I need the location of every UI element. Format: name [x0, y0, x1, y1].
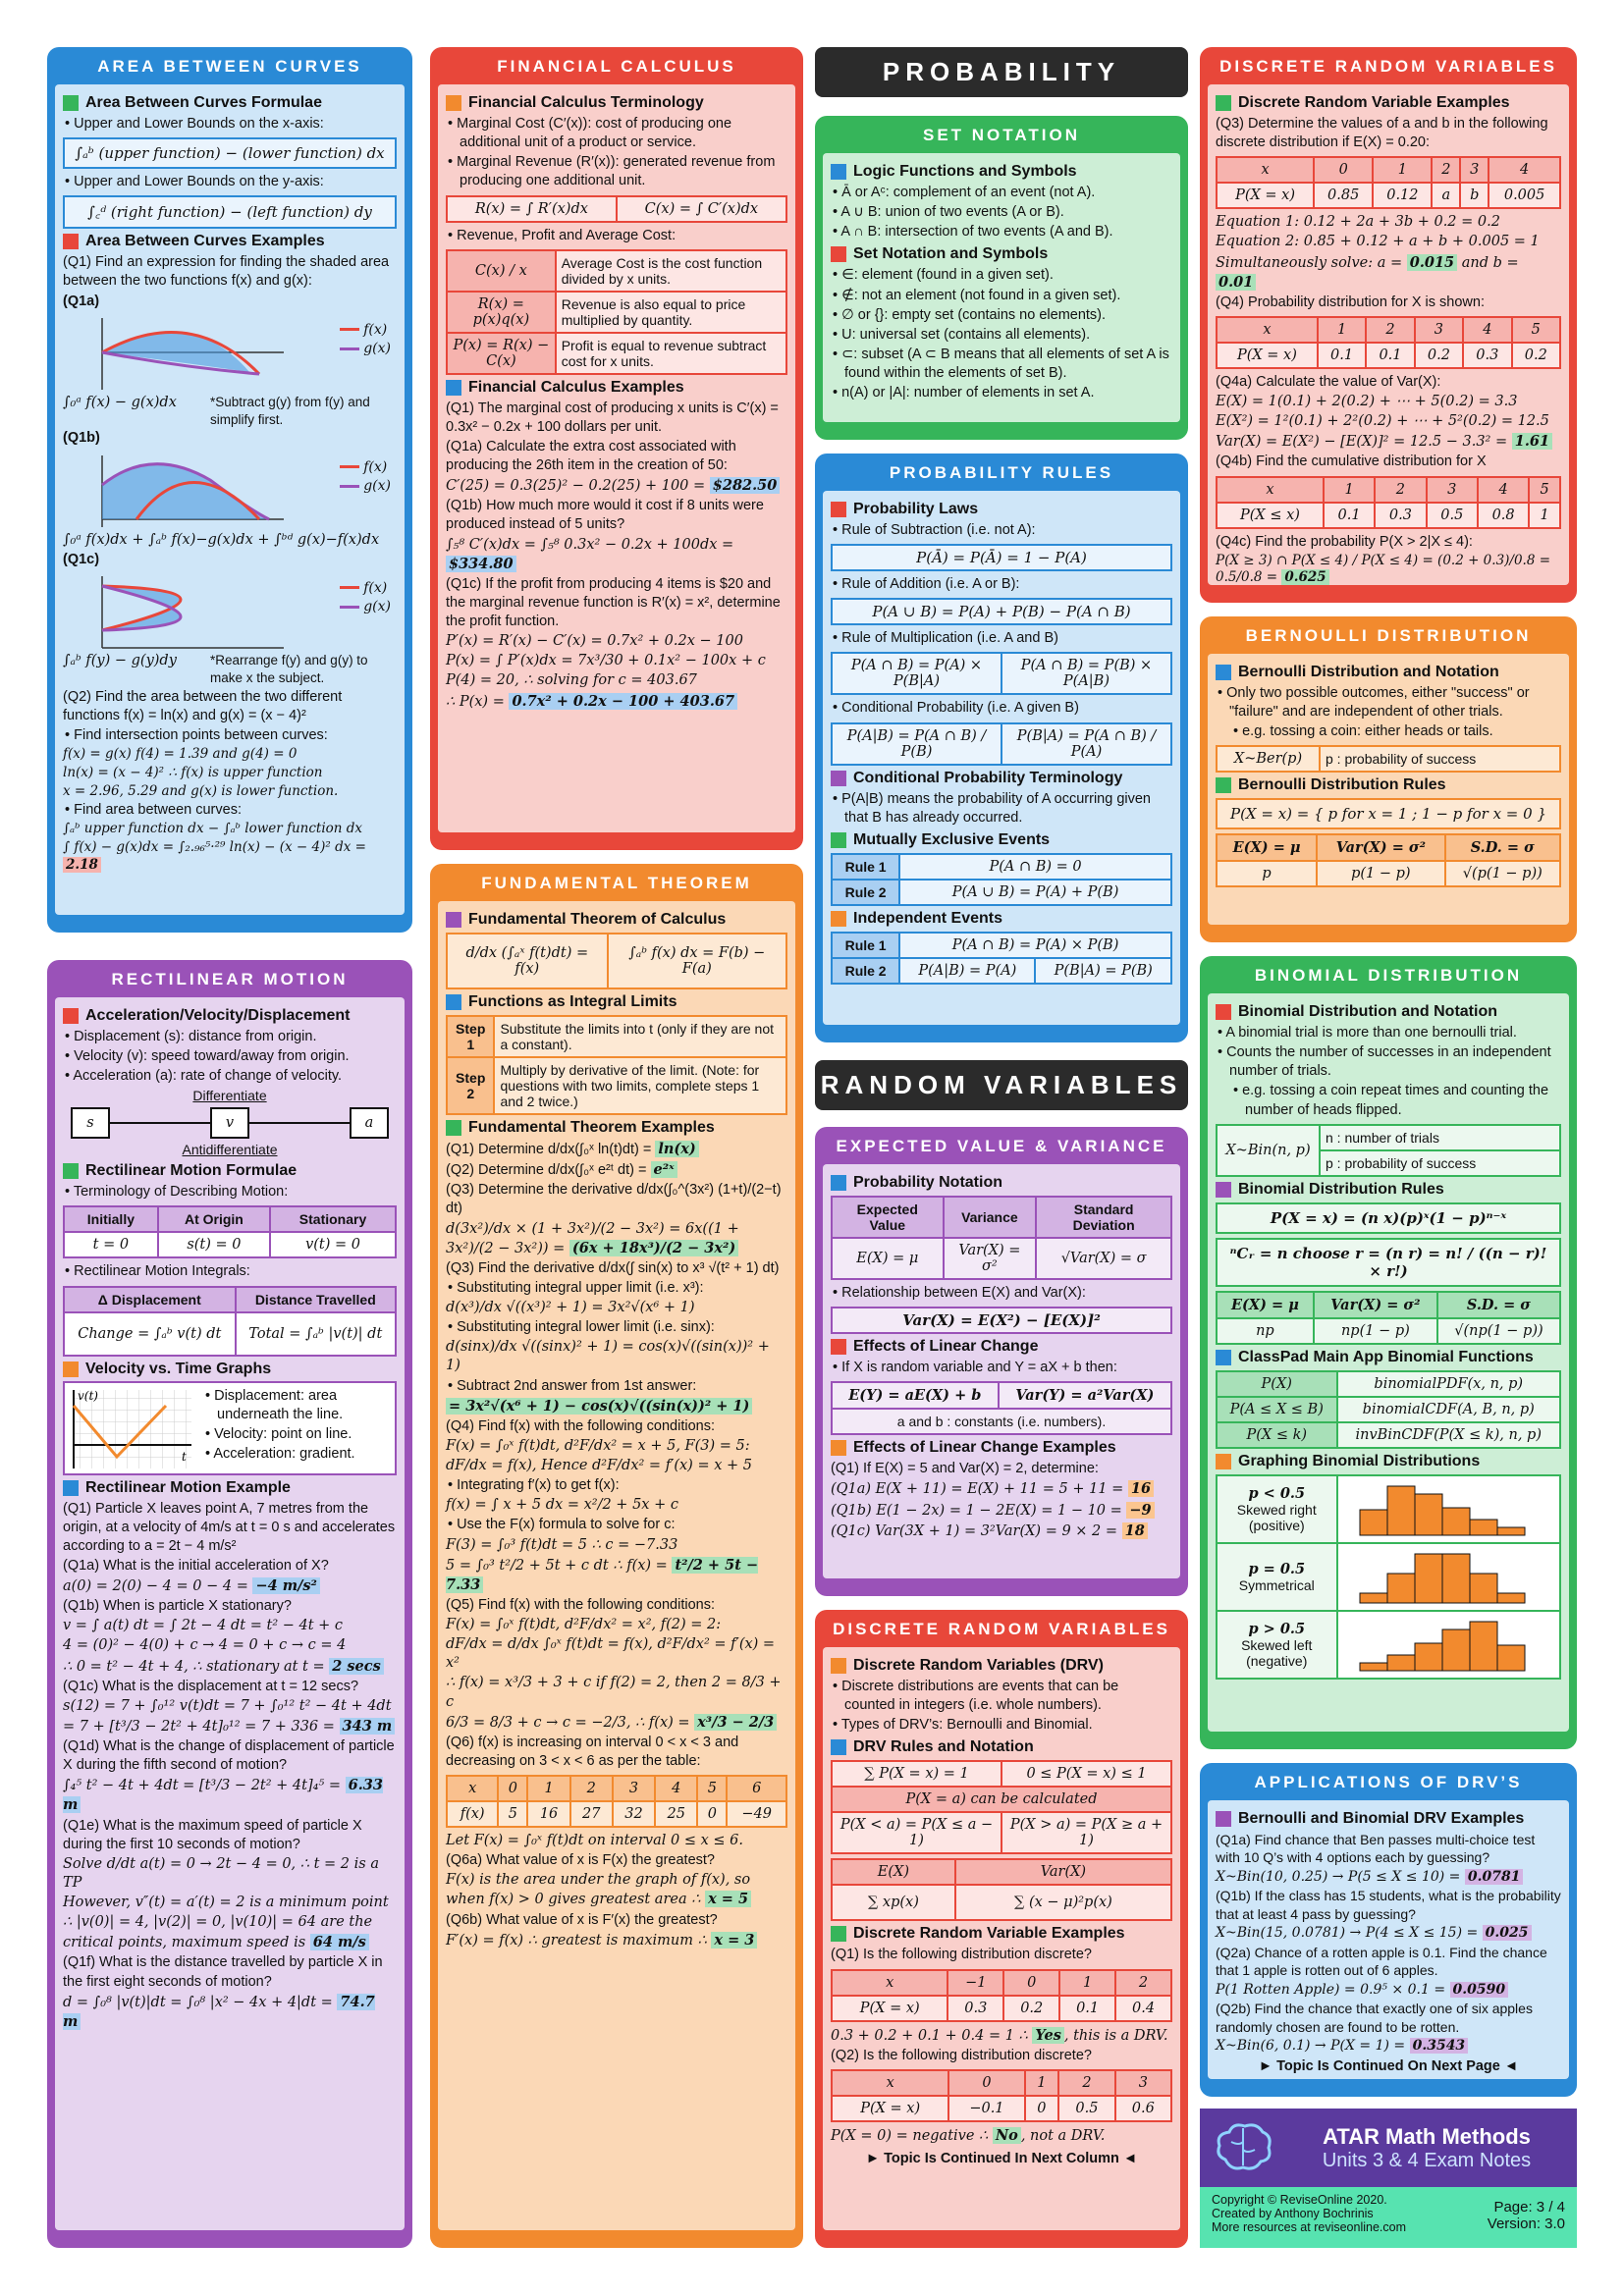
question-label: (Q1c)	[63, 551, 100, 567]
formula-box: ∫ₐᵇ (upper function) − (lower function) dx	[63, 137, 397, 169]
green-square-icon	[831, 1926, 846, 1942]
section-heading: Conditional Probability Terminology	[831, 770, 1172, 787]
probability-rules-panel	[815, 454, 1188, 1042]
section-heading: Bernoulli Distribution and Notation	[1216, 664, 1561, 681]
area-between-curves-panel	[47, 47, 412, 933]
section-heading: Functions as Integral Limits	[446, 993, 787, 1011]
set-notation-panel	[815, 116, 1188, 440]
bullet: • Find intersection points between curves:	[77, 726, 397, 745]
question: (Q1a) What is the initial acceleration of X?	[63, 1557, 329, 1574]
red-square-icon	[1216, 1004, 1231, 1020]
discrete-random-variables-panel-2: DISCRETE RANDOM VARIABLES Discrete Random Variable Examples (Q3) Determine the values of a and b in the following discrete distribution if E(X) = 0.20: x 0 1 2 3 4 P(X = x) 0.85 0.12 a b 0.005 Equation 1: 0.12 + 2a + 3b + 0.2 = 0.2 Equation 2: 0.85 + 0.12 + a + b + 0.005 = 1 Simultaneously solve: a = 0.015 and b = 0.01 (Q4) Probability distribution for X is shown: x 1 2 3 4 5 P(X = x) 0.1 0.1 0.2 0.3 0.2 (Q4a) Calculate the value of Var(X): E(X) = 1(0.1) + 2(0.2) + ⋯ + 5(0.2) = 3.3 E(X²) = 1²(0.1) + 2²(0.2) + ⋯ + 5²(0.2) = 12.5 Var(X) = E(X²) − [E(X)]² = 12.5 − 3.3² = 1.61 (Q4b) Find the cumulative distribution for X x 1 2 3 4 5 P(X ≤ x) 0.1 0.3 0.5 0.8 1 (Q4c) Find the probability P(X > 2|X ≤ 4): P(X ≥ 3) ∩ P(X ≤ 4) / P(X ≤ 4) = (0.2 + 0.3)/0.8 = 0.5/0.8 = 0.625	[1200, 47, 1577, 603]
question: (Q1f) What is the distance travelled by particle X in the first eight seconds of motion?	[63, 1954, 383, 1990]
brain-icon	[1212, 2120, 1274, 2175]
green-square-icon	[446, 1120, 461, 1136]
section-heading: Fundamental Theorem of Calculus	[446, 911, 787, 929]
answer-highlight: 18	[1122, 1522, 1148, 1539]
green-square-icon	[1216, 777, 1231, 793]
bullet: • Velocity (v): speed toward/away from origin.	[77, 1047, 397, 1066]
expression: ∫₀ᵃ f(x)dx + ∫ₐᵇ f(x)−g(x)dx + ∫ᵇᵈ g(x)−f(x)dx	[63, 531, 380, 548]
orange-square-icon	[446, 95, 461, 111]
answer-highlight: ln(x)	[655, 1141, 698, 1157]
graph-q1b: f(x) g(x)	[63, 451, 397, 529]
question: (Q2) Find the area between the two different functions f(x) = ln(x) and g(x) = (x − 4)²	[63, 688, 343, 723]
section-heading: DRV Rules and Notation	[831, 1738, 1172, 1756]
bullet: • A ∩ B: intersection of two events (A and B).	[844, 223, 1172, 241]
section-heading: Independent Events	[831, 910, 1172, 928]
vt-graph-box	[63, 1381, 397, 1475]
question: (Q1a) Calculate the extra cost associated with producing the 26th item in the creation of 50:	[446, 438, 736, 473]
velocity-graph-icon	[68, 1386, 195, 1470]
question: (Q1b) When is particle X stationary?	[63, 1598, 292, 1615]
green-square-icon	[63, 1163, 79, 1179]
bullet: • Substituting integral upper limit (i.e. x³):	[460, 1279, 787, 1298]
graph-q1a: f(x) g(x)	[63, 313, 397, 392]
probability-header: PROBABILITY	[815, 47, 1188, 97]
graph-q1c: f(x) g(x)	[63, 571, 397, 650]
bullet: • Rule of Addition (i.e. A or B):	[844, 575, 1172, 594]
formula-box: Var(X) = E(X²) − [E(X)]²	[831, 1307, 1172, 1334]
financial-formula-table: R(x) = ∫ R′(x)dx C(x) = ∫ C′(x)dx	[446, 195, 787, 223]
answer-highlight: 64 m/s	[310, 1934, 369, 1950]
question: (Q1c) What is the displacement at t = 12 secs?	[63, 1678, 359, 1694]
formula-box: P(X = x) = { p for x = 1 ; 1 − p for x = 0 }	[1216, 798, 1561, 829]
author: Created by Anthony Bochrinis	[1212, 2207, 1374, 2220]
question: (Q3) Determine the values of a and b in the following discrete distribution if E(X) = 0.20:	[1216, 116, 1548, 151]
bullet: • Use the F(x) formula to solve for c:	[460, 1516, 787, 1534]
bullet: • Displacement: area underneath the line.	[217, 1387, 392, 1424]
bullet: • e.g. tossing a coin: either heads or tails.	[1245, 722, 1561, 741]
section-heading: Graphing Binomial Distributions	[1216, 1453, 1561, 1470]
cumulative-table: x 1 2 3 4 5 P(X ≤ x) 0.1 0.3 0.5 0.8 1	[1216, 476, 1561, 529]
answer-highlight: −4 m/s²	[252, 1577, 319, 1594]
bernoulli-stats-table: E(X) = μ Var(X) = σ² S.D. = σ p p(1 − p) √(p(1 − p))	[1216, 833, 1561, 887]
differentiate-label: Differentiate	[192, 1088, 267, 1104]
skew-right-histogram-icon	[1350, 1480, 1546, 1535]
answer-highlight: 2 secs	[329, 1658, 384, 1675]
formula-box: P(Ā) = P(Ā) = 1 − P(A)	[831, 544, 1172, 571]
section-heading: Area Between Curves Examples	[63, 233, 397, 250]
bullet: • Only two possible outcomes, either "success" or "failure" and are independent of other trials.	[1229, 684, 1561, 721]
svg-text:t: t	[182, 1449, 187, 1464]
answer-highlight: 0.025	[1483, 1925, 1532, 1941]
section-heading: Binomial Distribution Rules	[1216, 1181, 1561, 1199]
section-heading: Bernoulli Distribution Rules	[1216, 776, 1561, 794]
purple-square-icon	[1216, 1811, 1231, 1827]
answer-highlight: x = 5	[705, 1891, 751, 1907]
steps-table: Step 1 Substitute the limits into t (only if they are not a constant). Step 2 Multiply by derivative of the limit. (Note: for questions with two limits, complete steps 1 and 2 twice.)	[446, 1015, 787, 1115]
section-heading: Probability Laws	[831, 501, 1172, 518]
s-box: s	[71, 1107, 110, 1139]
answer-highlight: x = 3	[711, 1932, 757, 1949]
orange-square-icon	[831, 1658, 846, 1674]
purple-square-icon	[446, 912, 461, 928]
green-square-icon	[1216, 95, 1231, 111]
question-label: (Q1b)	[63, 430, 100, 447]
question: (Q5) Find f(x) with the following conditions:	[446, 1596, 715, 1613]
answer-highlight: 0.0590	[1450, 1982, 1509, 1998]
distribution-table-4: x 1 2 3 4 5 P(X = x) 0.1 0.1 0.2 0.3 0.2	[1216, 316, 1561, 369]
answer-highlight: x³/3 − 2/3	[694, 1714, 777, 1731]
section-heading: Discrete Random Variable Examples	[831, 1925, 1172, 1943]
page-number: Page: 3 / 4	[1493, 2199, 1565, 2216]
bullet: • Counts the number of successes in an independent number of trials.	[1229, 1043, 1561, 1081]
formula-box: P(X = x) = (n x)(p)ˣ(1 − p)ⁿ⁻ˣ	[1216, 1202, 1561, 1234]
panel-title: PROBABILITY RULES	[889, 463, 1114, 482]
section-heading: Mutually Exclusive Events	[831, 831, 1172, 849]
note: *Subtract g(y) from f(y) and simplify first.	[210, 394, 370, 427]
bullet: • Relationship between E(X) and Var(X):	[844, 1284, 1172, 1303]
svadiagram	[71, 1107, 389, 1139]
question: (Q1a) Find chance that Ben passes multi-choice test with 10 Q’s with 4 options each by guessing?	[1216, 1832, 1536, 1866]
purple-square-icon	[1216, 1182, 1231, 1198]
bernoulli-panel	[1200, 616, 1577, 942]
note: *Rearrange f(y) and g(y) to make x the subject.	[210, 652, 368, 685]
distribution-table-1: x −1 0 1 2 P(X = x) 0.3 0.2 0.1 0.4	[831, 1969, 1172, 2022]
blue-square-icon	[831, 164, 846, 180]
answer-highlight: 2.18	[63, 857, 101, 873]
question: (Q4) Find f(x) with the following conditions:	[446, 1417, 715, 1434]
orange-square-icon	[63, 1362, 79, 1377]
answer-highlight: $282.50	[710, 477, 781, 494]
answer-highlight: 0.01	[1216, 274, 1256, 291]
answer-highlight: 0.625	[1281, 569, 1328, 585]
section-heading: Effects of Linear Change	[831, 1338, 1172, 1356]
panel-title: EXPECTED VALUE & VARIANCE	[836, 1137, 1167, 1155]
formula-box: ⁿCᵣ = n choose r = (n r) = n! / ((n − r)! × r!)	[1216, 1238, 1561, 1287]
v-box: v	[210, 1107, 249, 1139]
question: (Q1) The marginal cost of producing x units is C′(x) = 0.3x² − 0.2x + 100 dollars per unit.	[446, 400, 779, 435]
integrals-table: Δ Displacement Distance Travelled Change = ∫ₐᵇ v(t) dt Total = ∫ₐᵇ |v(t)| dt	[63, 1286, 397, 1357]
question: (Q4c) Find the probability P(X > 2|X ≤ 4):	[1216, 533, 1473, 550]
binomial-graphs-table: p < 0.5 Skewed right (positive) p = 0.5 Symmetrical p > 0.5 Skewed left (negative)	[1216, 1474, 1561, 1680]
fx-table: x 0 1 2 3 4 5 6 f(x) 5 16 27 32 25 0 −49	[446, 1775, 787, 1828]
formula-box: ∫꜀ᵈ (right function) − (left function) dy	[63, 195, 397, 229]
working: ln(x) = (x − 4)² ∴ f(x) is upper function	[63, 764, 323, 780]
bullet: • Types of DRV’s: Bernoulli and Binomial.	[844, 1716, 1172, 1735]
bullet: • Marginal Cost (C′(x)): cost of producing one additional unit of a product or service.	[460, 115, 787, 152]
answer-highlight: 6.33 m	[63, 1777, 383, 1814]
bullet: • Terminology of Describing Motion:	[77, 1183, 397, 1201]
bullet: • Velocity: point on line.	[217, 1425, 392, 1444]
rectilinear-motion-panel: RECTILINEAR MOTION Acceleration/Velocity/Displacement • Displacement (s): distance from origin. • Velocity (v): speed toward/away from origin. • Acceleration (a): rate of change of velocity. Differentiate s v a Antidifferentiate Rectilinear Motion Formulae • Terminology of Describing Motion: Initially At Origin Stationary t = 0 s(t) = 0 v(t) = 0 • Rectilinear Motion Integrals: Δ Displacement Distance Travelled Change = ∫ₐᵇ v(t) dt Total = ∫ₐᵇ |v(t)| dt Velocity vs. Time Graphs v(t) t • Displacement: area underneath the line. • Velocity: point on line. • Acceleration: gradient. Rectilinear Motion Example (Q1) Particle X leaves point A, 7 metres from the origin, at a velocity of 4m/s at t = 0 s and accelerates according to a = 2t − 4 m/s² (Q1a) What is the initial acceleration of X? a(0) = 2(0) − 4 = 0 − 4 = −4 m/s² (Q1b) When is particle X stationary? v = ∫ a(t) dt = ∫ 2t − 4 dt = t² − 4t + c 4 = (0)² − 4(0) + c → 4 = 0 + c → c = 4 ∴ 0 = t² − 4t + 4, ∴ stationary at t = 2 secs (Q1c) What is the displacement at t = 12 secs? s(12) = 7 + ∫₀¹² v(t)dt = 7 + ∫₀¹² t² − 4t + 4dt = 7 + [t³/3 − 2t² + 4t]₀¹² = 7 + 336 = 343 m (Q1d) What is the change of displacement of particle X during the fifth second of motion? ∫₄⁵ t² − 4t + 4dt = [t³/3 − 2t² + 4t]₄⁵ = 6.33 m (Q1e) What is the maximum speed of particle X during the first 10 seconds of motion? Solve d/dt a(t) = 0 → 2t − 4 = 0, ∴ t = 2 is a TP However, v″(t) = a′(t) = 2 is a minimum point ∴ |v(0)| = 4, |v(2)| = 0, |v(10)| = 64 are the critical points, maximum speed is 64 m/s (Q1f) What is the distance travelled by particle X in the first eight seconds of motion? d = ∫₀⁸ |v(t)|dt = ∫₀⁸ |x² − 4x + 4|dt = 74.7 m	[47, 960, 412, 2248]
panel-title: FINANCIAL CALCULUS	[497, 57, 736, 76]
section-heading: Velocity vs. Time Graphs	[63, 1361, 397, 1378]
section-heading: Financial Calculus Terminology	[446, 94, 787, 112]
answer-highlight: 16	[1128, 1480, 1154, 1497]
bullet: • Rule of Subtraction (i.e. not A):	[844, 521, 1172, 540]
binomial-stats-table: E(X) = μ Var(X) = σ² S.D. = σ np np(1 − p) √(np(1 − p))	[1216, 1291, 1561, 1345]
expression: ∫₀ᵃ f(x) − g(x)dx	[63, 394, 177, 410]
section-heading: Fundamental Theorem Examples	[446, 1119, 787, 1137]
panel-title: SET NOTATION	[922, 126, 1081, 144]
random-variables-header: RANDOM VARIABLES	[815, 1060, 1188, 1110]
binomial-panel	[1200, 956, 1577, 1749]
answer-highlight: 0.7x² + 0.2x − 100 + 403.67	[509, 693, 737, 710]
formula-box: P(A ∪ B) = P(A) + P(B) − P(A ∩ B)	[831, 598, 1172, 625]
bullet: • n(A) or |A|: number of elements in set A.	[844, 384, 1172, 402]
working: x = 2.96, 5.29 and g(x) is lower function.	[63, 782, 339, 799]
question: (Q1b) How much more would it cost if 8 units were produced instead of 5 units?	[446, 498, 764, 533]
bullet: • Subtract 2nd answer from 1st answer:	[460, 1377, 787, 1396]
blue-square-icon	[63, 1480, 79, 1496]
answer-highlight: −9	[1126, 1502, 1154, 1519]
green-square-icon	[63, 95, 79, 111]
section-heading: Logic Functions and Symbols	[831, 163, 1172, 181]
footer-subtitle: Units 3 & 4 Exam Notes	[1322, 2149, 1532, 2171]
bullet: • P(A|B) means the probability of A occurring given that B has already occurred.	[844, 790, 1172, 828]
curve-graph-icon	[63, 451, 289, 529]
bullet: • If X is random variable and Y = aX + b then:	[844, 1359, 1172, 1377]
question: (Q2b) Find the chance that exactly one of six apples randomly chosen are found to be rotten.	[1216, 2001, 1533, 2035]
question: (Q1) Particle X leaves point A, 7 metres from the origin, at a velocity of 4m/s at t = 0 s and accelerates according to a = 2t − 4 m/s²	[63, 1500, 396, 1554]
question: (Q1d) What is the change of displacement of particle X during the fifth second of motion?	[63, 1738, 395, 1774]
answer-highlight: 0.0781	[1465, 1869, 1524, 1885]
panel-title: APPLICATIONS OF DRV’S	[1254, 1773, 1523, 1791]
answer-highlight: 343 m	[340, 1718, 396, 1735]
blue-square-icon	[446, 994, 461, 1010]
question: (Q4) Probability distribution for X is shown:	[1216, 294, 1485, 310]
symmetric-histogram-icon	[1350, 1548, 1546, 1603]
skew-left-histogram-icon	[1350, 1616, 1546, 1671]
conditional-table: P(A|B) = P(A ∩ B) / P(B) P(B|A) = P(A ∩ B) / P(A)	[831, 722, 1172, 766]
distribution-table-2: x 0 1 2 3 P(X = x) −0.1 0 0.5 0.6	[831, 2069, 1172, 2122]
bullet: • Rule of Multiplication (i.e. A and B)	[844, 629, 1172, 648]
purple-square-icon	[831, 771, 846, 786]
fundamental-theorem-panel: FUNDAMENTAL THEOREM Fundamental Theorem of Calculus d/dx (∫ₐˣ f(t)dt) = f(x) ∫ₐᵇ f(x) dx = F(b) − F(a) Functions as Integral Limits Step 1 Substitute the limits into t (only if they are not a constant). Step 2 Multiply by derivative of the limit. (Note: for questions with two limits, complete steps 1 and 2 twice.) Fundamental Theorem Examples (Q1) Determine d/dx(∫₀ˣ ln(t)dt) = ln(x) (Q2) Determine d/dx(∫₀ˣ e²ᵗ dt) = e²ˣ (Q3) Determine the derivative d/dx(∫₀^(3x²) (1+t)/(2−t) dt) d(3x²)/dx × (1 + 3x²)/(2 − 3x²) = 6x((1 + 3x²)/(2 − 3x²)) = (6x + 18x³)/(2 − 3x²) (Q3) Find the derivative d/dx(∫ sin(x) to x³ √(t² + 1) dt) • Substituting integral upper limit (i.e. x³): d(x³)/dx √((x³)² + 1) = 3x²√(x⁶ + 1) • Substituting integral lower limit (i.e. sinx): d(sinx)/dx √((sinx)² + 1) = cos(x)√((sin(x))² + 1) • Subtract 2nd answer from 1st answer: = 3x²√(x⁶ + 1) − cos(x)√((sin(x))² + 1) (Q4) Find f(x) with the following conditions: F(x) = ∫₀ˣ f(t)dt, d²F/dx² = x + 5, F(3) = 5: dF/dx = f(x), Hence d²F/dx² = f′(x) = x + 5 • Integrating f′(x) to get f(x): f(x) = ∫ x + 5 dx = x²/2 + 5x + c • Use the F(x) formula to solve for c: F(3) = ∫₀³ f(t)dt = 5 ∴ c = −7.33 5 = ∫₀³ t²/2 + 5t + c dt ∴ f(x) = t²/2 + 5t − 7.33 (Q5) Find f(x) with the following conditions: F(x) = ∫₀ˣ f(t)dt, d²F/dx² = x², f(2) = 2: dF/dx = d/dx ∫₀ˣ f(t)dt = f(x), d²F/dx² = f′(x) = x² ∴ f(x) = x³/3 + 3 + c if f(2) = 2, then 2 = 8/3 + c 6/3 = 8/3 + c → c = −2/3, ∴ f(x) = x³/3 − 2/3 (Q6) f(x) is increasing on interval 0 < x < 3 and decreasing on 3 < x < 6 as per the table: x 0 1 2 3 4 5 6 f(x) 5 16 27 32 25 0 −49 Let F(x) = ∫₀ˣ f(t)dt on interval 0 ≤ x ≤ 6. (Q6a) What value of x is F(x) the greatest? F(x) is the area under the graph of f(x), so when f(x) > 0 gives greatest area ∴ x = 5 (Q6b) What value of x is F′(x) the greatest? F′(x) = f(x) ∴ greatest is maximum ∴ x = 3	[430, 864, 803, 2248]
bullet: • Find area between curves:	[77, 801, 397, 820]
blue-square-icon	[831, 1739, 846, 1755]
profit-cost-table: C(x) / x Average Cost is the cost function divided by x units. R(x) = p(x)q(x) Revenue is also equal to price multiplied by quantity. P(x) = R(x) − C(x) Profit is equal to revenue subtract cost for x units.	[446, 249, 787, 375]
red-square-icon	[63, 1008, 79, 1024]
panel-title: DISCRETE RANDOM VARIABLES	[833, 1620, 1170, 1638]
financial-calculus-panel: FINANCIAL CALCULUS Financial Calculus Terminology • Marginal Cost (C′(x)): cost of producing one additional unit of a product or service. • Marginal Revenue (R′(x)): generated revenue from producing one additional unit. R(x) = ∫ R′(x)dx C(x) = ∫ C′(x)dx • Revenue, Profit and Average Cost: C(x) / x Average Cost is the cost function divided by x units. R(x) = p(x)q(x) Revenue is also equal to price multiplied by quantity. P(x) = R(x) − C(x) Profit is equal to revenue subtract cost for x units. Financial Calculus Examples (Q1) The marginal cost of producing x units is C′(x) = 0.3x² − 0.2x + 100 dollars per unit. (Q1a) Calculate the extra cost associated with producing the 26th item in the creation of 50: C′(25) = 0.3(25)² − 0.2(25) + 100 = $282.50 (Q1b) How much more would it cost if 8 units were produced instead of 5 units? ∫₅⁸ C′(x)dx = ∫₅⁸ 0.3x² − 0.2x + 100dx = $334.80 (Q1c) If the profit from producing 4 items is $20 and the marginal revenue function is R′(x) = x², determine the profit function. P′(x) = R′(x) − C′(x) = 0.7x² + 0.2x − 100 P(x) = ∫ P′(x)dx = 7x³/30 + 0.1x² − 100x + c P(4) = 20, ∴ solving for c = 403.67 ∴ P(x) = 0.7x² + 0.2x − 100 + 403.67	[430, 47, 803, 850]
answer-highlight: 74.7 m	[63, 1993, 375, 2030]
bernoulli-notation-table: X~Ber(p) p : probability of success	[1216, 745, 1561, 773]
question: (Q1b) If the class has 15 students, what is the probability that at least 4 pass by guessing?	[1216, 1888, 1561, 1922]
bullet: • e.g. tossing a coin repeat times and counting the number of heads flipped.	[1245, 1082, 1561, 1119]
curve-graph-icon	[63, 313, 289, 392]
curve-graph-icon	[63, 571, 289, 650]
notation-table: Expected Value Variance Standard Deviation E(X) = μ Var(X) = σ² √Var(X) = σ	[831, 1196, 1172, 1280]
continued-note: ► Topic Is Continued On Next Page ◄	[1258, 2057, 1519, 2074]
section-heading: ClassPad Main App Binomial Functions	[1216, 1349, 1561, 1366]
working: ∫ₐᵇ upper function dx − ∫ₐᵇ lower function dx	[63, 821, 363, 837]
blue-square-icon	[831, 1175, 846, 1191]
panel-title: FUNDAMENTAL THEOREM	[481, 874, 752, 892]
bullet: • Substituting integral lower limit (i.e. sinx):	[460, 1318, 787, 1337]
bullet: • ⊂: subset (A ⊂ B means that all elements of set A is found within the elements of set B).	[844, 346, 1172, 383]
a-box: a	[350, 1107, 389, 1139]
answer-highlight: $334.80	[446, 556, 516, 572]
section-heading: Effects of Linear Change Examples	[831, 1439, 1172, 1457]
question: (Q1) Is the following distribution discrete?	[831, 1947, 1092, 1963]
orange-square-icon	[1216, 1454, 1231, 1469]
question: (Q6a) What value of x is F(x) the greatest?	[446, 1852, 715, 1869]
bullet: • Marginal Revenue (R′(x)): generated revenue from producing one additional unit.	[460, 153, 787, 190]
bullet: • ∉: not an element (not found in a given set).	[844, 287, 1172, 305]
copyright: Copyright © ReviseOnline 2020.	[1212, 2193, 1387, 2207]
expression: ∫ₐᵇ f(y) − g(y)dy	[63, 652, 177, 668]
red-square-icon	[831, 246, 846, 262]
bullet: • Integrating f′(x) to get f(x):	[460, 1476, 787, 1495]
resources-link[interactable]: More resources at reviseonline.com	[1212, 2220, 1406, 2234]
answer-highlight: Yes	[1032, 2027, 1063, 2044]
orange-square-icon	[831, 911, 846, 927]
red-square-icon	[63, 234, 79, 249]
continued-note: ► Topic Is Continued In Next Column ◄	[865, 2150, 1138, 2166]
answer-highlight: 0.015	[1407, 254, 1457, 271]
answer-highlight: 1.61	[1512, 433, 1552, 450]
bullet: • A ∪ B: union of two events (A or B).	[844, 203, 1172, 222]
section-heading: Discrete Random Variables (DRV)	[831, 1657, 1172, 1675]
linear-change-table: E(Y) = aE(X) + b Var(Y) = a²Var(X) a and b : constants (i.e. numbers).	[831, 1381, 1172, 1435]
bullet: • Ā or Aᶜ: complement of an event (not A).	[844, 184, 1172, 202]
answer-highlight: e²ˣ	[651, 1161, 677, 1178]
red-square-icon	[831, 502, 846, 517]
bullet: • U: universal set (contains all elements).	[844, 326, 1172, 345]
bullet: • Displacement (s): distance from origin.	[77, 1028, 397, 1046]
bullet: • Upper and Lower Bounds on the y-axis:	[77, 173, 397, 191]
section-heading: Bernoulli and Binomial DRV Examples	[1216, 1810, 1561, 1828]
panel-title: DISCRETE RANDOM VARIABLES	[1219, 57, 1557, 76]
terminology-table: Initially At Origin Stationary t = 0 s(t) = 0 v(t) = 0	[63, 1205, 397, 1258]
bullet: • A binomial trial is more than one bernoulli trial.	[1229, 1024, 1561, 1042]
svg-text:v(t): v(t)	[78, 1388, 98, 1403]
question-label: (Q1a)	[63, 293, 100, 309]
question: (Q1) Find an expression for finding the shaded area between the two functions f(x) and g(x):	[63, 254, 390, 290]
answer-highlight: t²/2 + 5t − 7.33	[446, 1556, 759, 1593]
antidifferentiate-label: Antidifferentiate	[182, 1141, 278, 1157]
applications-panel: APPLICATIONS OF DRV’S Bernoulli and Binomial DRV Examples (Q1a) Find chance that Ben passes multi-choice test with 10 Q’s with 4 options each by guessing? X~Bin(10, 0.25) → P(5 ≤ X ≤ 10) = 0.0781 (Q1b) If the class has 15 students, what is the probability that at least 4 pass by guessing? X~Bin(15, 0.0781) → P(4 ≤ X ≤ 15) = 0.025 (Q2a) Chance of a rotten apple is 0.1. Find the chance that 1 apple is rotten out of 6 apples. P(1 Rotten Apple) = 0.9⁵ × 0.1 = 0.0590 (Q2b) Find the chance that exactly one of six apples randomly chosen are found to be rotten. X~Bin(6, 0.1) → P(X = 1) = 0.3543 ► Topic Is Continued On Next Page ◄	[1200, 1763, 1577, 2097]
distribution-table-3: x 0 1 2 3 4 P(X = x) 0.85 0.12 a b 0.005	[1216, 156, 1561, 209]
discrete-random-variables-panel-1: DISCRETE RANDOM VARIABLES Discrete Random Variables (DRV) • Discrete distributions are events that can be counted in integers (i.e. whole numbers). • Types of DRV’s: Bernoulli and Binomial. DRV Rules and Notation ∑ P(X = x) = 1 0 ≤ P(X = x) ≤ 1 P(X = a) can be calculated P(X < a) = P(X ≤ a − 1) P(X > a) = P(X ≥ a + 1) E(X) Var(X) ∑ xp(x) ∑ (x − μ)²p(x) Discrete Random Variable Examples (Q1) Is the following distribution discrete? x −1 0 1 2 P(X = x) 0.3 0.2 0.1 0.4 0.3 + 0.2 + 0.1 + 0.4 = 1 ∴ Yes , this is a DRV. (Q2) Is the following distribution discrete? x 0 1 2 3 P(X = x) −0.1 0 0.5 0.6 P(X = 0) = negative ∴ No , not a DRV. ► Topic Is Continued In Next Column ◄	[815, 1610, 1188, 2248]
question: (Q6) f(x) is increasing on interval 0 < x < 3 and decreasing on 3 < x < 6 as per the table:	[446, 1734, 739, 1769]
question: (Q3) Determine the derivative d/dx(∫₀^(3x²) (1+t)/(2−t) dt)	[446, 1182, 782, 1217]
question: (Q3) Find the derivative d/dx(∫ sin(x) to x³ √(t² + 1) dt)	[446, 1259, 780, 1276]
answer-highlight: No	[993, 2127, 1021, 2144]
blue-square-icon	[1216, 665, 1231, 680]
bullet: • Acceleration (a): rate of change of velocity.	[77, 1067, 397, 1086]
bullet: • Acceleration: gradient.	[217, 1445, 392, 1464]
bullet: • ∅ or {}: empty set (contains no elements).	[844, 306, 1172, 325]
section-heading: Discrete Random Variable Examples	[1216, 94, 1561, 112]
expected-value-panel: EXPECTED VALUE & VARIANCE Probability Notation Expected Value Variance Standard Deviation E(X) = μ Var(X) = σ² √Var(X) = σ • Relationship between E(X) and Var(X): Var(X) = E(X²) − [E(X)]² Effects of Linear Change • If X is random variable and Y = aX + b then: E(Y) = aE(X) + b Var(Y) = a²Var(X) a and b : constants (i.e. numbers). Effects of Linear Change Examples (Q1) If E(X) = 5 and Var(X) = 2, determine: (Q1a) E(X + 11) = E(X) + 11 = 5 + 11 = 16 (Q1b) E(1 − 2x) = 1 − 2E(X) = 1 − 10 = −9 (Q1c) Var(3X + 1) = 3²Var(X) = 9 × 2 = 18	[815, 1127, 1188, 1596]
question: (Q2a) Chance of a rotten apple is 0.1. Find the chance that 1 apple is rotten out of 6 apples.	[1216, 1944, 1547, 1979]
working: f(x) = g(x) f(4) = 1.39 and g(4) = 0	[63, 745, 298, 762]
orange-square-icon	[831, 1440, 846, 1456]
bullet: • Rectilinear Motion Integrals:	[77, 1262, 397, 1281]
section-heading: Rectilinear Motion Formulae	[63, 1162, 397, 1180]
question: (Q1c) If the profit from producing 4 items is $20 and the marginal revenue function is R′(x) = x², determine the profit function.	[446, 575, 781, 629]
bullet: • Conditional Probability (i.e. A given B)	[844, 699, 1172, 718]
drv-ev-table: E(X) Var(X) ∑ xp(x) ∑ (x − μ)²p(x)	[831, 1858, 1172, 1921]
bullet: • Discrete distributions are events that can be counted in integers (i.e. whole numbers).	[844, 1678, 1172, 1715]
binomial-notation-table: X~Bin(n, p) n : number of trials p : probability of success	[1216, 1124, 1561, 1177]
multiplication-table: P(A ∩ B) = P(A) × P(B|A) P(A ∩ B) = P(B) × P(A|B)	[831, 652, 1172, 695]
red-square-icon	[831, 1339, 846, 1355]
question: (Q1) If E(X) = 5 and Var(X) = 2, determine:	[831, 1461, 1099, 1477]
independent-table: Rule 1 P(A ∩ B) = P(A) × P(B) Rule 2 P(A|B) = P(A) P(B|A) = P(B)	[831, 932, 1172, 985]
answer-highlight: (6x + 18x³)/(2 − 3x²)	[569, 1240, 738, 1256]
section-heading: Set Notation and Symbols	[831, 245, 1172, 263]
section-heading: Acceleration/Velocity/Displacement	[63, 1007, 397, 1025]
section-heading: Binomial Distribution and Notation	[1216, 1003, 1561, 1021]
blue-square-icon	[446, 380, 461, 396]
section-heading: Rectilinear Motion Example	[63, 1479, 397, 1497]
footer-title: ATAR Math Methods	[1323, 2123, 1531, 2149]
question: (Q1e) What is the maximum speed of particle X during the first 10 seconds of motion?	[63, 1817, 362, 1852]
version: Version: 3.0	[1487, 2216, 1565, 2232]
classpad-table: P(X) binomialPDF(x, n, p) P(A ≤ X ≤ B) binomialCDF(A, B, n, p) P(X ≤ k) invBinCDF(P(X ≤ k), n, p)	[1216, 1370, 1561, 1449]
bullet: • ∈: element (found in a given set).	[844, 266, 1172, 285]
panel-title: BINOMIAL DISTRIBUTION	[1254, 966, 1523, 985]
panel-title: BERNOULLI DISTRIBUTION	[1245, 626, 1532, 645]
section-heading: Probability Notation	[831, 1174, 1172, 1192]
question: (Q2) Is the following distribution discrete?	[831, 2047, 1092, 2063]
answer-highlight: 0.3543	[1410, 2038, 1469, 2054]
drv-rules-table: ∑ P(X = x) = 1 0 ≤ P(X = x) ≤ 1 P(X = a) can be calculated P(X < a) = P(X ≤ a − 1) P(X > a) = P(X ≥ a + 1)	[831, 1760, 1172, 1854]
green-square-icon	[831, 832, 846, 848]
bullet: • Revenue, Profit and Average Cost:	[460, 227, 787, 245]
blue-square-icon	[1216, 1350, 1231, 1365]
working: ∫ f(x) − g(x)dx = ∫₂.₉₆⁵·²⁹ ln(x) − (x − 4)² dx =	[63, 839, 366, 856]
question: (Q6b) What value of x is F′(x) the greatest?	[446, 1911, 718, 1928]
ftc-formula-table: d/dx (∫ₐˣ f(t)dt) = f(x) ∫ₐᵇ f(x) dx = F(b) − F(a)	[446, 933, 787, 989]
mutually-exclusive-table: Rule 1 P(A ∩ B) = 0 Rule 2 P(A ∪ B) = P(A) + P(B)	[831, 853, 1172, 906]
panel-title: AREA BETWEEN CURVES	[97, 57, 362, 76]
bullet: • Upper and Lower Bounds on the x-axis:	[77, 115, 397, 133]
panel-title: RECTILINEAR MOTION	[111, 970, 349, 988]
question: (Q4b) Find the cumulative distribution for X	[1216, 454, 1487, 470]
section-heading: Financial Calculus Examples	[446, 379, 787, 397]
answer-highlight: = 3x²√(x⁶ + 1) − cos(x)√((sin(x))² + 1)	[446, 1398, 752, 1415]
section-heading: Area Between Curves Formulae	[63, 94, 397, 112]
question: (Q4a) Calculate the value of Var(X):	[1216, 373, 1441, 390]
footer	[1200, 2109, 1577, 2248]
